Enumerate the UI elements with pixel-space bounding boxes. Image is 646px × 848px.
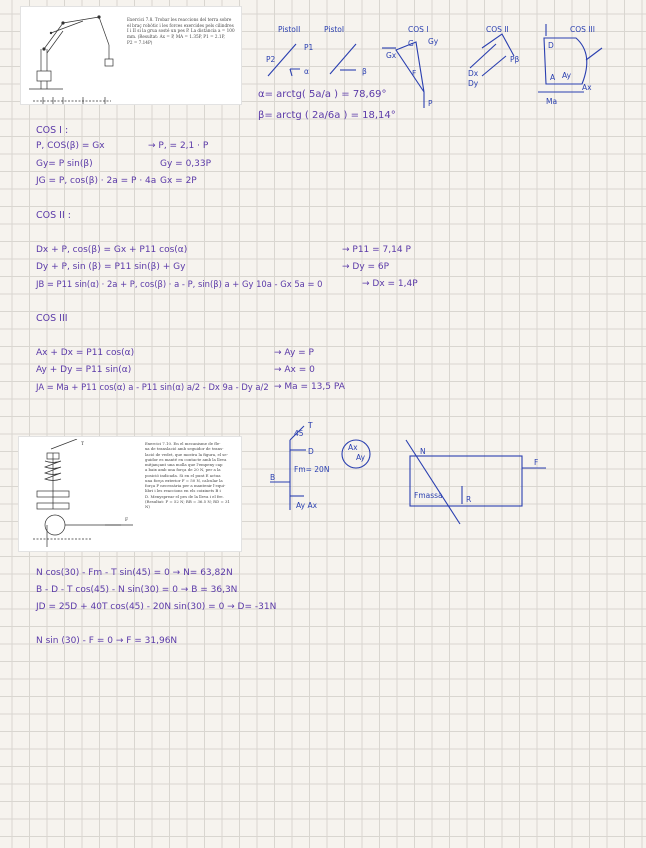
text-line: P2 = 7.14P)	[127, 39, 153, 45]
ma-label: Ma	[546, 97, 558, 106]
beta-label: β	[362, 67, 367, 76]
d-label: D	[548, 41, 554, 50]
text-line: libri i les reaccions en els coixinets B i	[145, 488, 221, 494]
eq-7-10-3: JD = 25D + 40T cos(45) - 20N sin(30) = 0 → D= -31N	[36, 602, 277, 612]
text-line: lació de vedet, que mostra la figura, el se-	[145, 451, 228, 457]
p-label: P	[428, 99, 433, 108]
exercise-7-8-card	[20, 6, 242, 105]
fm-label: Fm= 20N	[294, 465, 330, 474]
a-label: A	[550, 73, 556, 82]
robotic-arm-figure	[23, 9, 123, 104]
p2-label: P2	[266, 55, 276, 64]
cos-i-eq-2: Gy= P sin(β)	[36, 159, 93, 169]
cos-i-label: COS I	[408, 25, 429, 34]
cos-iii-eq-3: JA = Ma + P11 cos(α) a - P11 sin(α) a/2 - Dx 9a - Dy a/2	[36, 382, 269, 392]
ay-label: Ay	[562, 71, 572, 80]
text-line: mm. (Resultat: Ax = P, MA = 1.35P, P1 = 2.1P,	[127, 34, 225, 40]
angle-45-label: 45	[294, 429, 304, 438]
text-line: una força exterior F = 50 N, calcular la	[145, 477, 223, 483]
cos-ii-result-1: → P11 = 7,14 P	[342, 245, 411, 255]
text-line: guidor es manté en contacte amb la lleva	[145, 456, 227, 462]
gy-label: Gy	[428, 37, 439, 46]
cos-i-eq-3: JG = P, cos(β) · 2a = P · 4a	[36, 176, 157, 186]
pisto-i-label: PistoI	[324, 25, 345, 34]
cos-i-result-3: Gx = 2P	[160, 176, 197, 186]
text-line: N)	[145, 504, 150, 510]
cos-ii-result-3: → Dx = 1,4P	[362, 279, 418, 289]
cos-ii-eq-3: JB = P11 sin(α) · 2a + P, cos(β) · a - P, sin(β) a + Gy 10a - Gx 5a = 0	[36, 279, 323, 289]
f-label: F	[412, 69, 417, 78]
ax-label: Ax	[582, 83, 592, 92]
dy-label: Dy	[468, 79, 479, 88]
text-line: mitjançant una molla que l'empeny cap	[145, 462, 223, 468]
pb-label: Pβ	[510, 55, 520, 64]
pisto-ii-label: PistoII	[278, 25, 301, 34]
ay-circle-label: Ay	[356, 453, 366, 462]
text-line: Exercici 7.8. Trobar les reaccions del terra sobre	[127, 17, 232, 22]
cos-iii-result-2: → Ax = 0	[274, 365, 315, 375]
eq-7-10-1: N cos(30) - Fm - T sin(45) = 0 → N= 63,82N	[36, 568, 233, 578]
g-label: G	[408, 39, 414, 48]
cos-iii-eq-1: Ax + Dx = P11 cos(α)	[36, 348, 135, 358]
text-line: força P necessària per a mantenir l'equi-	[145, 483, 226, 489]
p1-label: P1	[304, 43, 314, 52]
fmassa-label: Fmassa	[414, 491, 443, 500]
free-body-diagrams-mid	[260, 420, 580, 530]
cos-i-result-1: → P, = 2,1 · P	[148, 141, 209, 151]
cos-ii-heading: COS II :	[36, 210, 71, 221]
figure-f-label: F	[125, 518, 129, 523]
text-line: el braç robòtic i les forces exercides pels cilindres	[127, 22, 234, 28]
n-label: N	[420, 447, 426, 456]
cos-iii-heading: COS III	[36, 313, 68, 324]
gx-label: Gx	[386, 51, 397, 60]
text-line: a baix amb una força de 20 N, per a la	[145, 467, 221, 473]
figure-t-label: T	[81, 442, 85, 447]
cos-ii-eq-2: Dy + P, sin (β) = P11 sin(β) + Gy	[36, 262, 186, 272]
exercise-7-10-text	[145, 441, 239, 509]
text-line: Exercici 7.10. En el mecanisme de fle-	[145, 441, 221, 446]
alpha-label: α	[304, 67, 309, 76]
d-label: D	[308, 447, 314, 456]
text-line: xa de translació amb seguidor de trans-	[145, 446, 224, 452]
text-line: D. Menysprear el pes de la lleva i el fre.	[145, 493, 224, 499]
dx-label: Dx	[468, 69, 479, 78]
cos-i-heading: COS I :	[36, 125, 69, 136]
cam-mechanism-figure	[21, 439, 141, 551]
eq-7-10-2: B - D - T cos(45) - N sin(30) = 0 → B = 36,3N	[36, 585, 238, 595]
ax-circle-label: Ax	[348, 443, 358, 452]
exercise-7-8-text	[127, 17, 239, 45]
text-line: (Resultat: F = 52 N; RB = 36.5 N; RD = 31	[145, 498, 230, 504]
cos-i-eq-1: P, COS(β) = Gx	[36, 141, 105, 151]
cos-ii-eq-1: Dx + P, cos(β) = Gx + P11 cos(α)	[36, 245, 188, 255]
t-label: T	[308, 421, 313, 430]
exercise-7-10-card	[18, 436, 242, 552]
beta-equation: β= arctg ( 2a/6a ) = 18,14°	[258, 110, 396, 121]
text-line: I i II si la grua sosté un pes P. La distància a = 100	[127, 28, 235, 34]
cos-ii-label: COS II	[486, 25, 509, 34]
ay-ax-label: Ay Ax	[296, 501, 318, 510]
cos-iii-result-1: → Ay = P	[274, 348, 314, 358]
cos-iii-result-3: → Ma = 13,5 PA	[274, 382, 345, 392]
cos-iii-label: COS III	[570, 25, 595, 34]
cos-i-result-2: Gy = 0,33P	[160, 159, 212, 169]
final-equation: N sin (30) - F = 0 → F = 31,96N	[36, 636, 178, 646]
cos-ii-result-2: → Dy = 6P	[342, 262, 390, 272]
text-line: posició indicada. Si en el punt E actua	[145, 472, 221, 478]
r-label: R	[466, 495, 472, 504]
b-label: B	[270, 473, 276, 482]
alpha-equation: α= arctg( 5a/a ) = 78,69°	[258, 89, 387, 100]
f-label: F	[534, 458, 539, 467]
cos-iii-eq-2: Ay + Dy = P11 sin(α)	[36, 365, 132, 375]
